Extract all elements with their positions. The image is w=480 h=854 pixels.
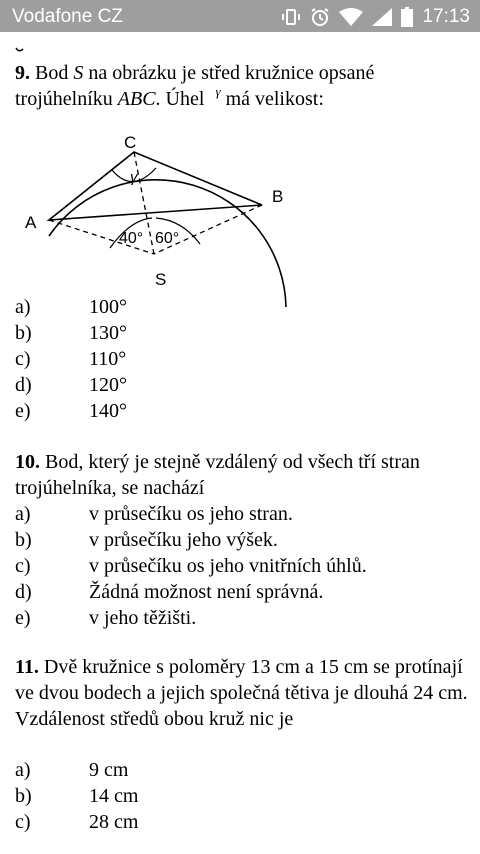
clock-time: 17:13: [422, 6, 470, 27]
question-number: 11.: [15, 656, 39, 678]
gamma-symbol: γ: [215, 84, 221, 99]
previous-question-edge: [14, 48, 26, 54]
battery-icon: [401, 7, 413, 27]
question-10: 10. Bod, který je stejně vzdálený od všech tří stran trojúhelníka, se nachází: [15, 451, 420, 499]
question-number: 10.: [15, 451, 40, 473]
status-icons: [281, 6, 470, 28]
vibrate-icon: [281, 8, 301, 26]
angle-60-label: 60°: [155, 230, 180, 247]
alarm-icon: [310, 7, 330, 27]
label-s: S: [155, 270, 167, 289]
label-b: B: [272, 187, 284, 206]
triangle-abc: [49, 152, 262, 220]
carrier-name: Vodafone CZ: [12, 6, 123, 27]
label-a: A: [25, 213, 37, 232]
question-number: 9.: [15, 62, 30, 84]
status-bar: [0, 0, 480, 32]
question-11: 11. Dvě kružnice s poloměry 13 cm a 15 cm se protínají ve dvou bodech a jejich společná tětiva je dlouhá 24 cm. Vzdálenost středů obou kruž nic je: [15, 656, 468, 730]
label-c: C: [124, 133, 137, 152]
angle-40-label: 40°: [119, 230, 144, 247]
circumcircle-figure: [18, 133, 308, 295]
label-gamma: γ: [130, 169, 138, 186]
triangle-label: ABC: [117, 88, 156, 110]
wifi-icon: [339, 8, 363, 26]
signal-icon: [372, 8, 392, 26]
point-s-label: S: [73, 62, 84, 84]
question-9: 9. Bod S na obrázku je střed kružnice opsané trojúhelníku ABC. Úhel $^\gamma$ má velikost:: [15, 62, 375, 110]
